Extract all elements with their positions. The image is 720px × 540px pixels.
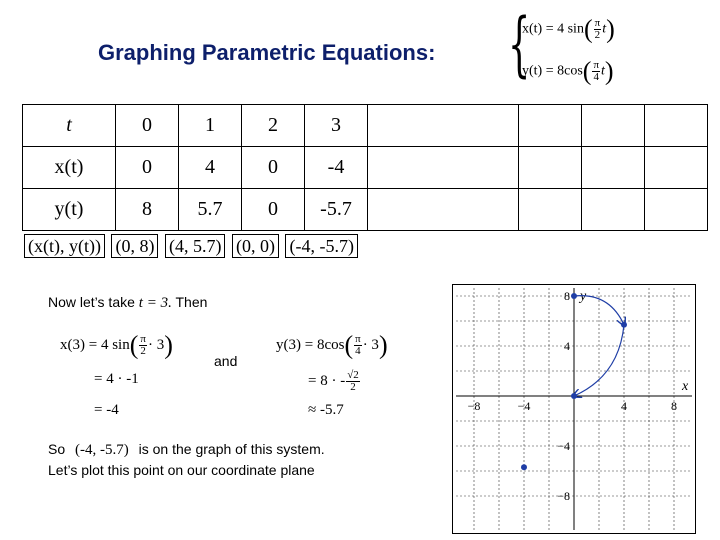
y-work-line2: = 8 · - $\frac{√2}{2}$	[308, 369, 359, 393]
so-line: So (-4, -5.7) is on the graph of this system.	[48, 441, 325, 458]
x-tick-label: 4	[621, 399, 627, 413]
values-table	[22, 104, 708, 231]
y-work-line3: ≈ -5.7	[308, 402, 344, 418]
plotted-point	[571, 393, 577, 399]
y-tick-label: −4	[557, 439, 570, 453]
y-eq-fraction: $\frac{\pi}{4}$	[593, 59, 600, 83]
plotted-point	[521, 464, 527, 470]
y-tick-label: 8	[564, 289, 570, 303]
pair-value: (-4, -5.7)	[285, 234, 357, 258]
table-row: t 0 1 2 3	[23, 105, 708, 147]
x-eq-fraction: $\frac{\pi}{2}$	[594, 17, 601, 41]
parametric-system	[508, 3, 648, 94]
plotted-point	[571, 293, 577, 299]
plot-line: Let’s plot this point on our coordinate plane	[48, 462, 315, 478]
plotted-point	[621, 322, 627, 328]
intro-line: Now let’s take t = 3. Then	[48, 294, 208, 311]
pair-value: (0, 8)	[111, 234, 158, 258]
y-work-line1: y(3) = 8cos( $\frac{\pi}{4}$ · 3)	[276, 330, 388, 360]
x-tick-label: −8	[467, 399, 481, 413]
table-row: y(t) 8 5.7 0 -5.7	[23, 189, 708, 231]
y-equation: y(t) = 8cos( $\frac{\pi}{4}$ t)	[522, 56, 614, 86]
x-axis-label: x	[682, 379, 689, 394]
pairs-label: (x(t), y(t))	[24, 234, 105, 258]
brace-glyph: {	[508, 3, 531, 85]
x-equation: x(t) = 4 sin( $\frac{\pi}{2}$ t)	[522, 14, 615, 44]
x-eq-left: x(t) = 4 sin	[522, 21, 584, 37]
y-tick-label: −8	[557, 489, 570, 503]
pair-value: (4, 5.7)	[165, 234, 226, 258]
point-label: (-4, -5.7)	[75, 442, 129, 458]
coordinate-plane	[452, 284, 696, 534]
pair-value: (0, 0)	[232, 234, 279, 258]
x-work-line2: = 4 · -1	[94, 371, 139, 387]
table-row: x(t) 0 4 0 -4	[23, 147, 708, 189]
x-work-line3: = -4	[94, 402, 119, 418]
slide-title: Graphing Parametric Equations:	[98, 40, 436, 65]
x-tick-label: −4	[517, 399, 531, 413]
and-label: and	[214, 353, 238, 369]
y-tick-label: 4	[564, 339, 570, 353]
x-work-line1: x(3) = 4 sin( $\frac{\pi}{2}$ · 3)	[60, 330, 173, 360]
ordered-pairs-row	[24, 234, 360, 258]
x-tick-label: 8	[671, 399, 677, 413]
y-axis-label: y	[580, 289, 587, 304]
y-eq-left: y(t) = 8cos	[522, 63, 583, 79]
